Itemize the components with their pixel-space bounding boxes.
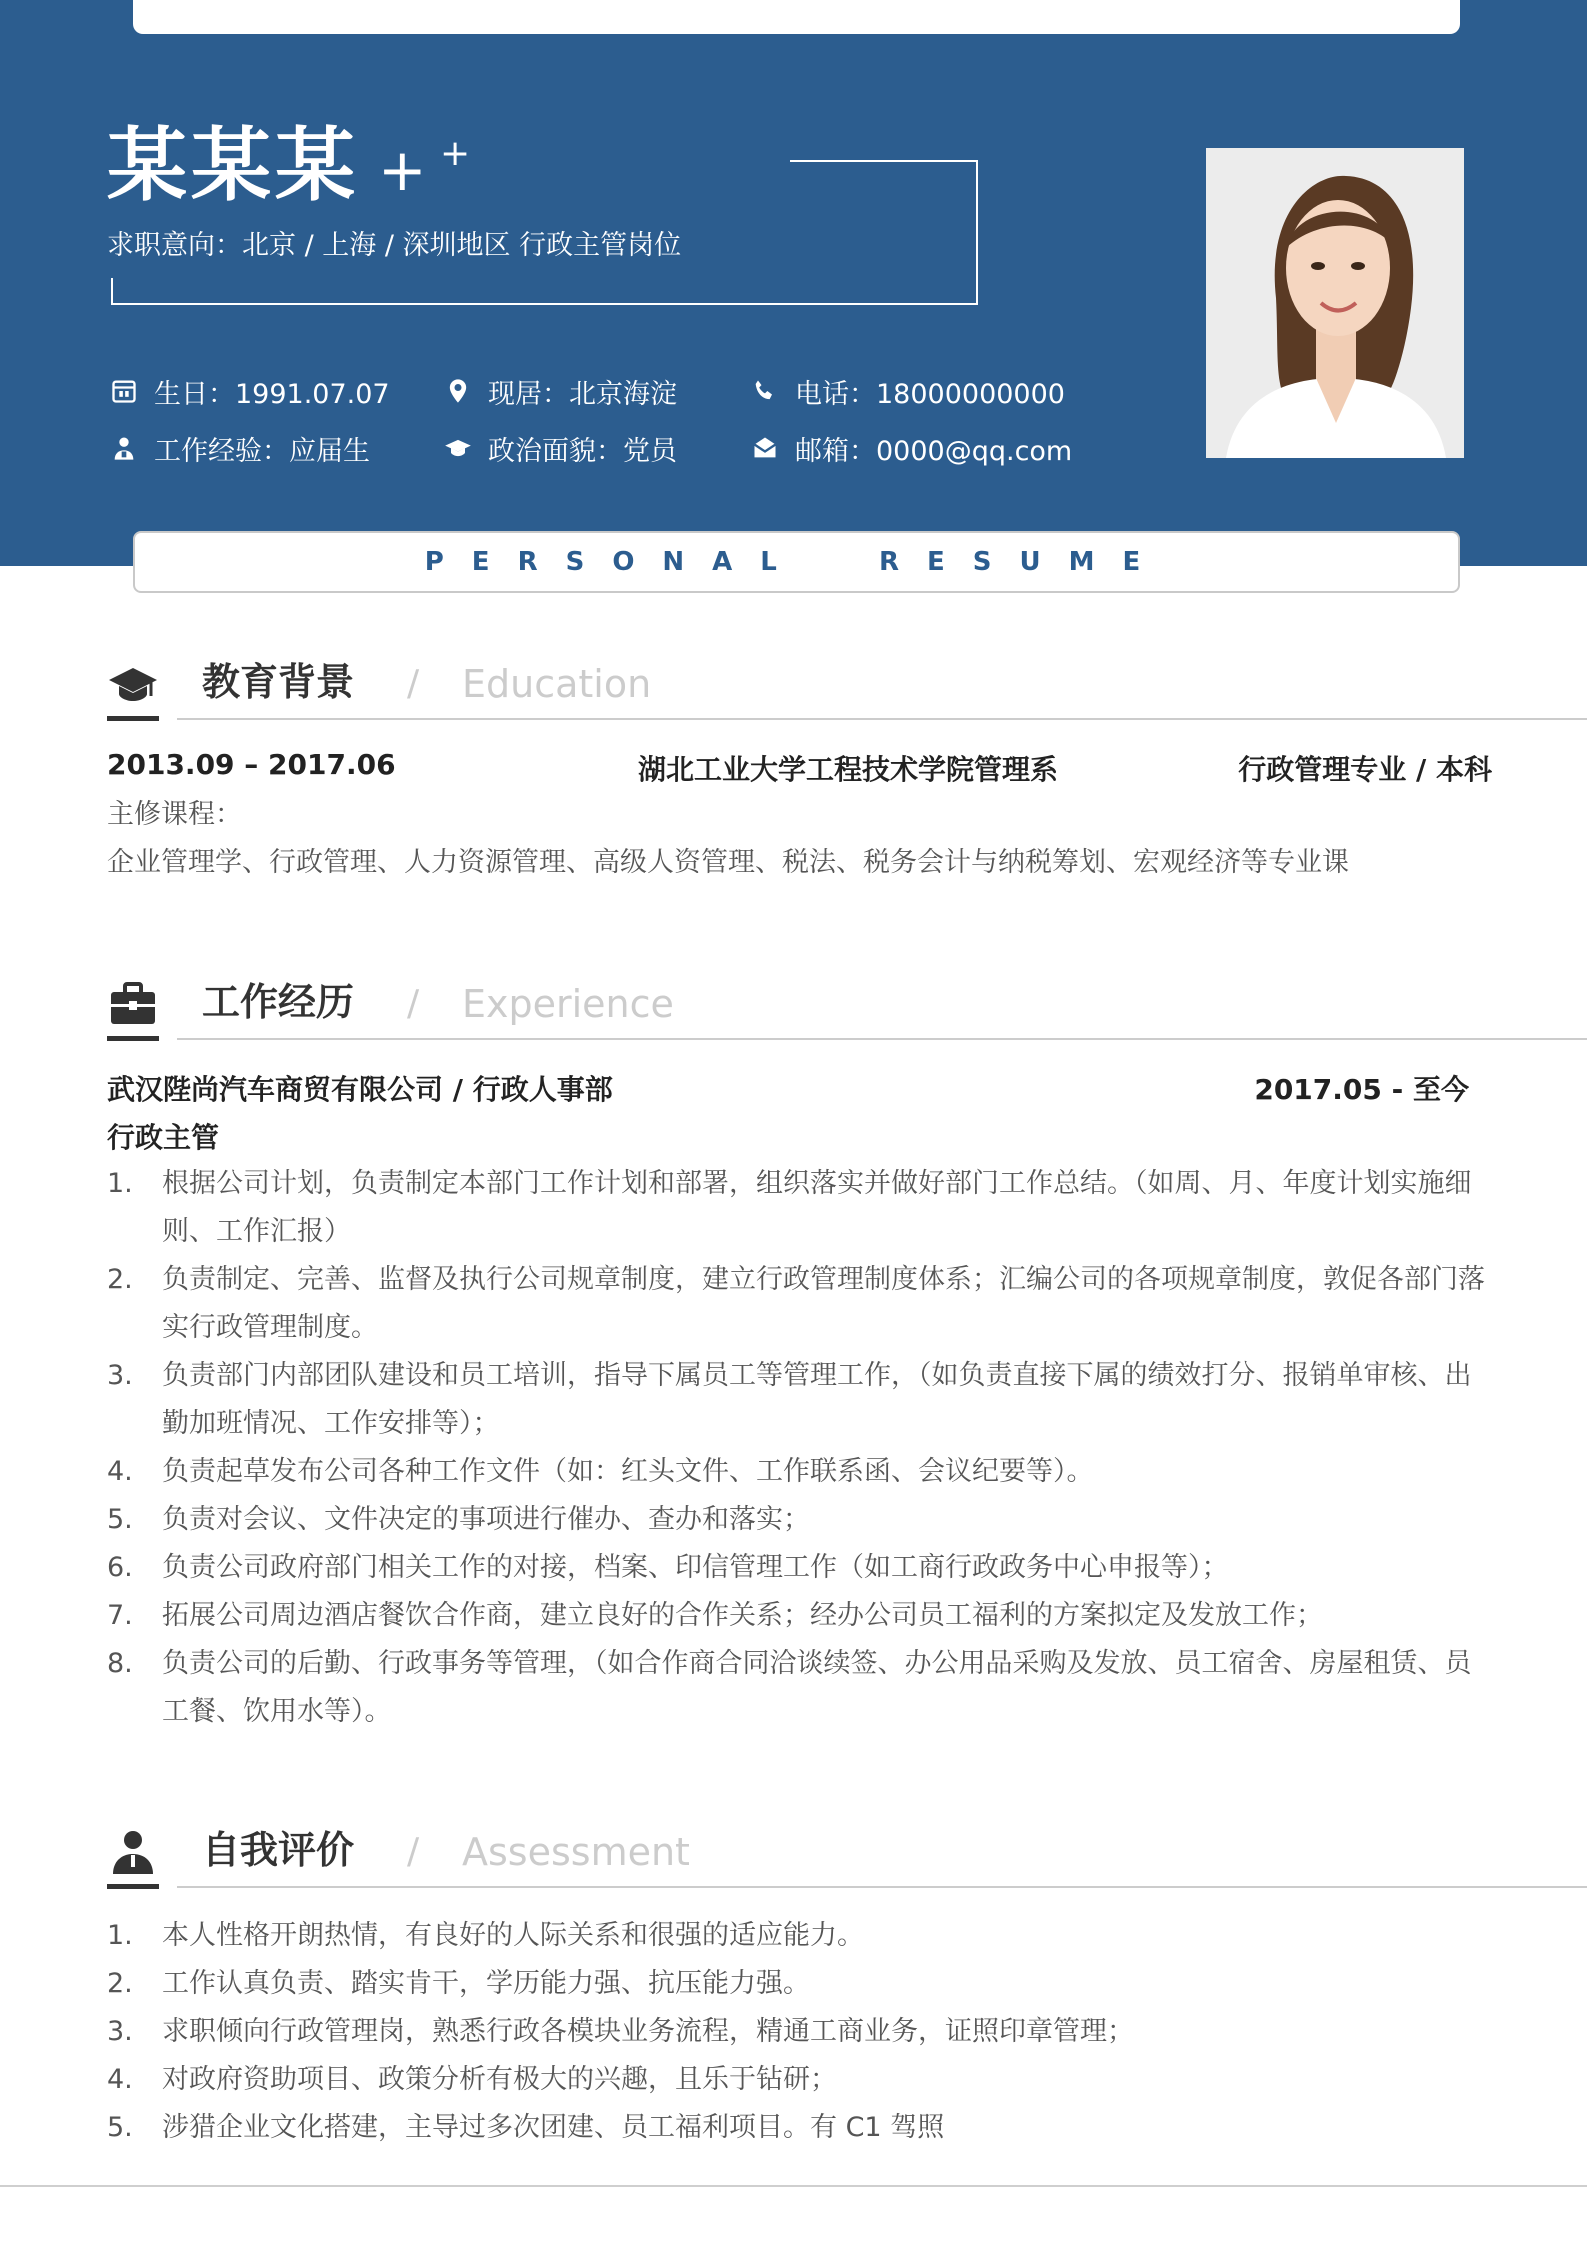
experience-date: 2017.05 - 至今 [1254, 1073, 1469, 1106]
frame-line-top [790, 160, 978, 162]
section-accent-bar [107, 716, 159, 721]
list-item: 4. 负责起草发布公司各种工作文件（如：红头文件、工作联系函、会议纪要等）。 [107, 1456, 1094, 1487]
plus-decoration-small: + [440, 133, 471, 174]
experience-title-en: Experience [462, 982, 674, 1026]
experience-company: 武汉陛尚汽车商贸有限公司 / 行政人事部 [107, 1073, 613, 1106]
section-divider [177, 718, 1587, 720]
briefcase-icon [107, 980, 159, 1028]
assessment-list [107, 1912, 1497, 2152]
list-item: 6. 负责公司政府部门相关工作的对接，档案、印信管理工作（如工商行政政务中心申报等）； [107, 1552, 1229, 1583]
info-residence [444, 371, 677, 411]
experience-text: 工作经验：应届生 [154, 435, 370, 467]
list-item: 5. 涉猎企业文化搭建，主导过多次团建、员工福利项目。有 C1 驾照 [107, 2112, 945, 2143]
education-major: 行政管理专业 / 本科 [1238, 753, 1492, 786]
section-slash: / [407, 663, 420, 704]
user-badge-icon [110, 434, 138, 462]
section-accent-bar [107, 1036, 159, 1041]
education-title: 教育背景 [202, 660, 355, 704]
assessment-title-en: Assessment [462, 1830, 690, 1874]
frame-line-bottom [111, 303, 978, 305]
top-tab-decoration [133, 0, 1460, 34]
education-section-header [107, 654, 1480, 718]
job-intention: 求职意向：北京 / 上海 / 深圳地区 行政主管岗位 [107, 230, 682, 261]
candidate-name: 某某某 [107, 119, 359, 212]
political-text: 政治面貌：党员 [488, 435, 677, 467]
graduation-cap-icon [107, 660, 159, 708]
person-icon [107, 1828, 159, 1876]
list-item: 2. 工作认真负责、踏实肯干，学历能力强、抗压能力强。 [107, 1968, 810, 1999]
course-list: 企业管理学、行政管理、人力资源管理、高级人资管理、税法、税务会计与纳税筹划、宏观经济等专业课 [107, 847, 1349, 878]
list-item: 5. 负责对会议、文件决定的事项进行催办、查办和落实； [107, 1504, 810, 1535]
phone-text: 电话：18000000000 [795, 378, 1065, 410]
list-item: 1. 本人性格开朗热情，有良好的人际关系和很强的适应能力。 [107, 1920, 864, 1951]
graduation-cap-icon [444, 434, 472, 462]
frame-line-right [976, 160, 978, 305]
experience-section-header [107, 974, 1480, 1038]
residence-text: 现居：北京海淀 [488, 378, 677, 410]
banner-text: PERSONAL RESUME [424, 547, 1169, 577]
list-item: 8. 负责公司的后勤、行政事务等管理，（如合作商合同洽谈续签、办公用品采购及发放、员工宿舍、房屋租赁、员工餐、饮用水等）。 [107, 1648, 1472, 1727]
course-label: 主修课程： [107, 799, 242, 830]
education-row [107, 748, 1492, 788]
section-divider [177, 1038, 1587, 1040]
education-date: 2013.09 – 2017.06 [107, 748, 396, 781]
assessment-title: 自我评价 [202, 1828, 355, 1872]
profile-photo [1206, 148, 1464, 458]
info-email [751, 428, 1072, 468]
info-experience [110, 428, 370, 468]
info-political [444, 428, 677, 468]
experience-row [107, 1068, 1469, 1108]
frame-line-left [111, 278, 113, 305]
section-slash: / [407, 983, 420, 1024]
personal-resume-banner [133, 531, 1460, 593]
list-item: 1. 根据公司计划，负责制定本部门工作计划和部署，组织落实并做好部门工作总结。（如周、月、年度计划实施细则、工作汇报） [107, 1168, 1472, 1247]
page-bottom-rule [0, 2185, 1587, 2187]
list-item: 2. 负责制定、完善、监督及执行公司规章制度，建立行政管理制度体系；汇编公司的各项规章制度，敦促各部门落实行政管理制度。 [107, 1264, 1485, 1343]
education-school: 湖北工业大学工程技术学院管理系 [638, 753, 1059, 786]
location-pin-icon [444, 377, 472, 405]
phone-icon [751, 377, 779, 405]
info-birthday [110, 371, 390, 411]
mail-icon [751, 434, 779, 462]
plus-decoration-large: + [378, 136, 427, 204]
section-slash: / [407, 1831, 420, 1872]
list-item: 3. 负责部门内部团队建设和员工培训，指导下属员工等管理工作，（如负责直接下属的绩效打分、报销单审核、出勤加班情况、工作安排等）； [107, 1360, 1472, 1439]
birthday-text: 生日：1991.07.07 [154, 378, 390, 410]
list-item: 7. 拓展公司周边酒店餐饮合作商，建立良好的合作关系；经办公司员工福利的方案拟定及发放工作； [107, 1600, 1323, 1631]
email-text: 邮箱：0000@qq.com [795, 435, 1073, 467]
experience-title: 工作经历 [202, 980, 355, 1024]
education-title-en: Education [462, 662, 652, 706]
experience-role: 行政主管 [107, 1121, 220, 1154]
info-phone [751, 371, 1065, 411]
calendar-icon [110, 377, 138, 405]
section-divider [177, 1886, 1587, 1888]
experience-duties-list [107, 1160, 1497, 1736]
list-item: 4. 对政府资助项目、政策分析有极大的兴趣，且乐于钻研； [107, 2064, 837, 2095]
assessment-section-header [107, 1822, 1480, 1886]
section-accent-bar [107, 1884, 159, 1889]
list-item: 3. 求职倾向行政管理岗，熟悉行政各模块业务流程，精通工商业务，证照印章管理； [107, 2016, 1134, 2047]
